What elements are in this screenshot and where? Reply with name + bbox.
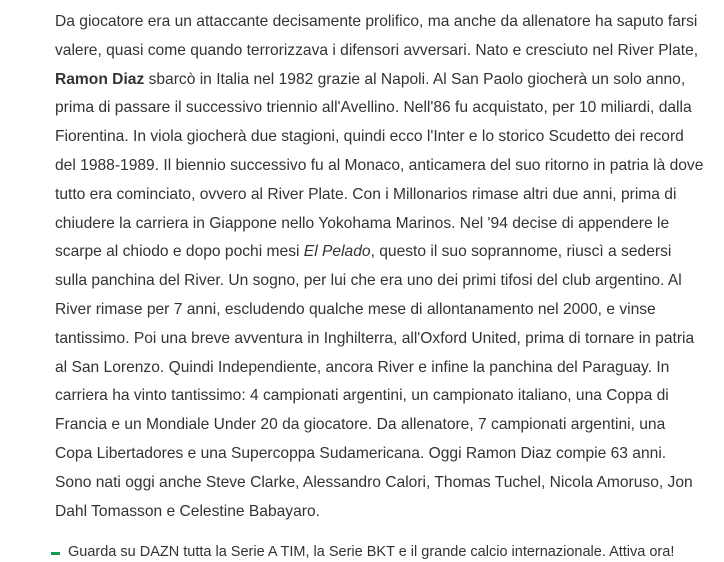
article-paragraph <box>55 8 705 526</box>
green-dash-bullet-icon <box>51 552 60 555</box>
promo-list-item <box>51 542 705 562</box>
player-name-bold: Ramon Diaz <box>55 70 145 88</box>
paragraph-career: sbarcò in Italia nel 1982 grazie al Napoli. Al San Paolo giocherà un solo anno, prima di passare il successivo triennio all'Avellino. Nell'86 fu acquistato, per 10 miliardi, dalla Fiorentina. In viola giocherà due stagioni, quindi ecco l'Inter e lo storico Scudetto dei record del 1988-1989. Il biennio successivo fu al Monaco, anticamera del suo ritorno in patria là dove tutto era cominciato, ovvero al River Plate. Con i Millonarios rimase altri due anni, prima di chiudere la carriera in Giappone nello Yokohama Marinos. Nel '94 decise di appendere le scarpe al chiodo e dopo pochi mesi <box>55 70 704 261</box>
paragraph-intro: Da giocatore era un attaccante decisamente prolifico, ma anche da allenatore ha saputo farsi valere, quasi come quando terrorizzava i difensori avversari. Nato e cresciuto nel River Plate, <box>55 13 699 59</box>
dazn-promo-link[interactable]: Guarda su DAZN tutta la Serie A TIM, la Serie BKT e il grande calcio internazionale. Attiva ora! <box>68 544 675 561</box>
paragraph-conclusion: , questo il suo soprannome, riuscì a sedersi sulla panchina del River. Un sogno, per lui che era uno dei primi tifosi del club argentino. Al River rimase per 7 anni, escludendo qualche mese di allontanamento nel 2000, e vinse tantissimo. Poi una breve avventura in Inghilterra, all'Oxford United, prima di tornare in patria al San Lorenzo. Quindi Independiente, ancora River e infine la panchina del Paraguay. In carriera ha vinto tantissimo: 4 campionati argentini, un campionato italiano, una Coppa di Francia e un Mondiale Under 20 da giocatore. Da allenatore, 7 campionati argentini, una Copa Libertadores e una Supercoppa Sudamericana. Oggi Ramon Diaz compie 63 anni. Sono nati oggi anche Steve Clarke, Alessandro Calori, Thomas Tuchel, Nicola Amoruso, Jon Dahl Tomasson e Celestine Babayaro. <box>55 243 695 520</box>
nickname-italic: El Pelado <box>303 243 371 261</box>
